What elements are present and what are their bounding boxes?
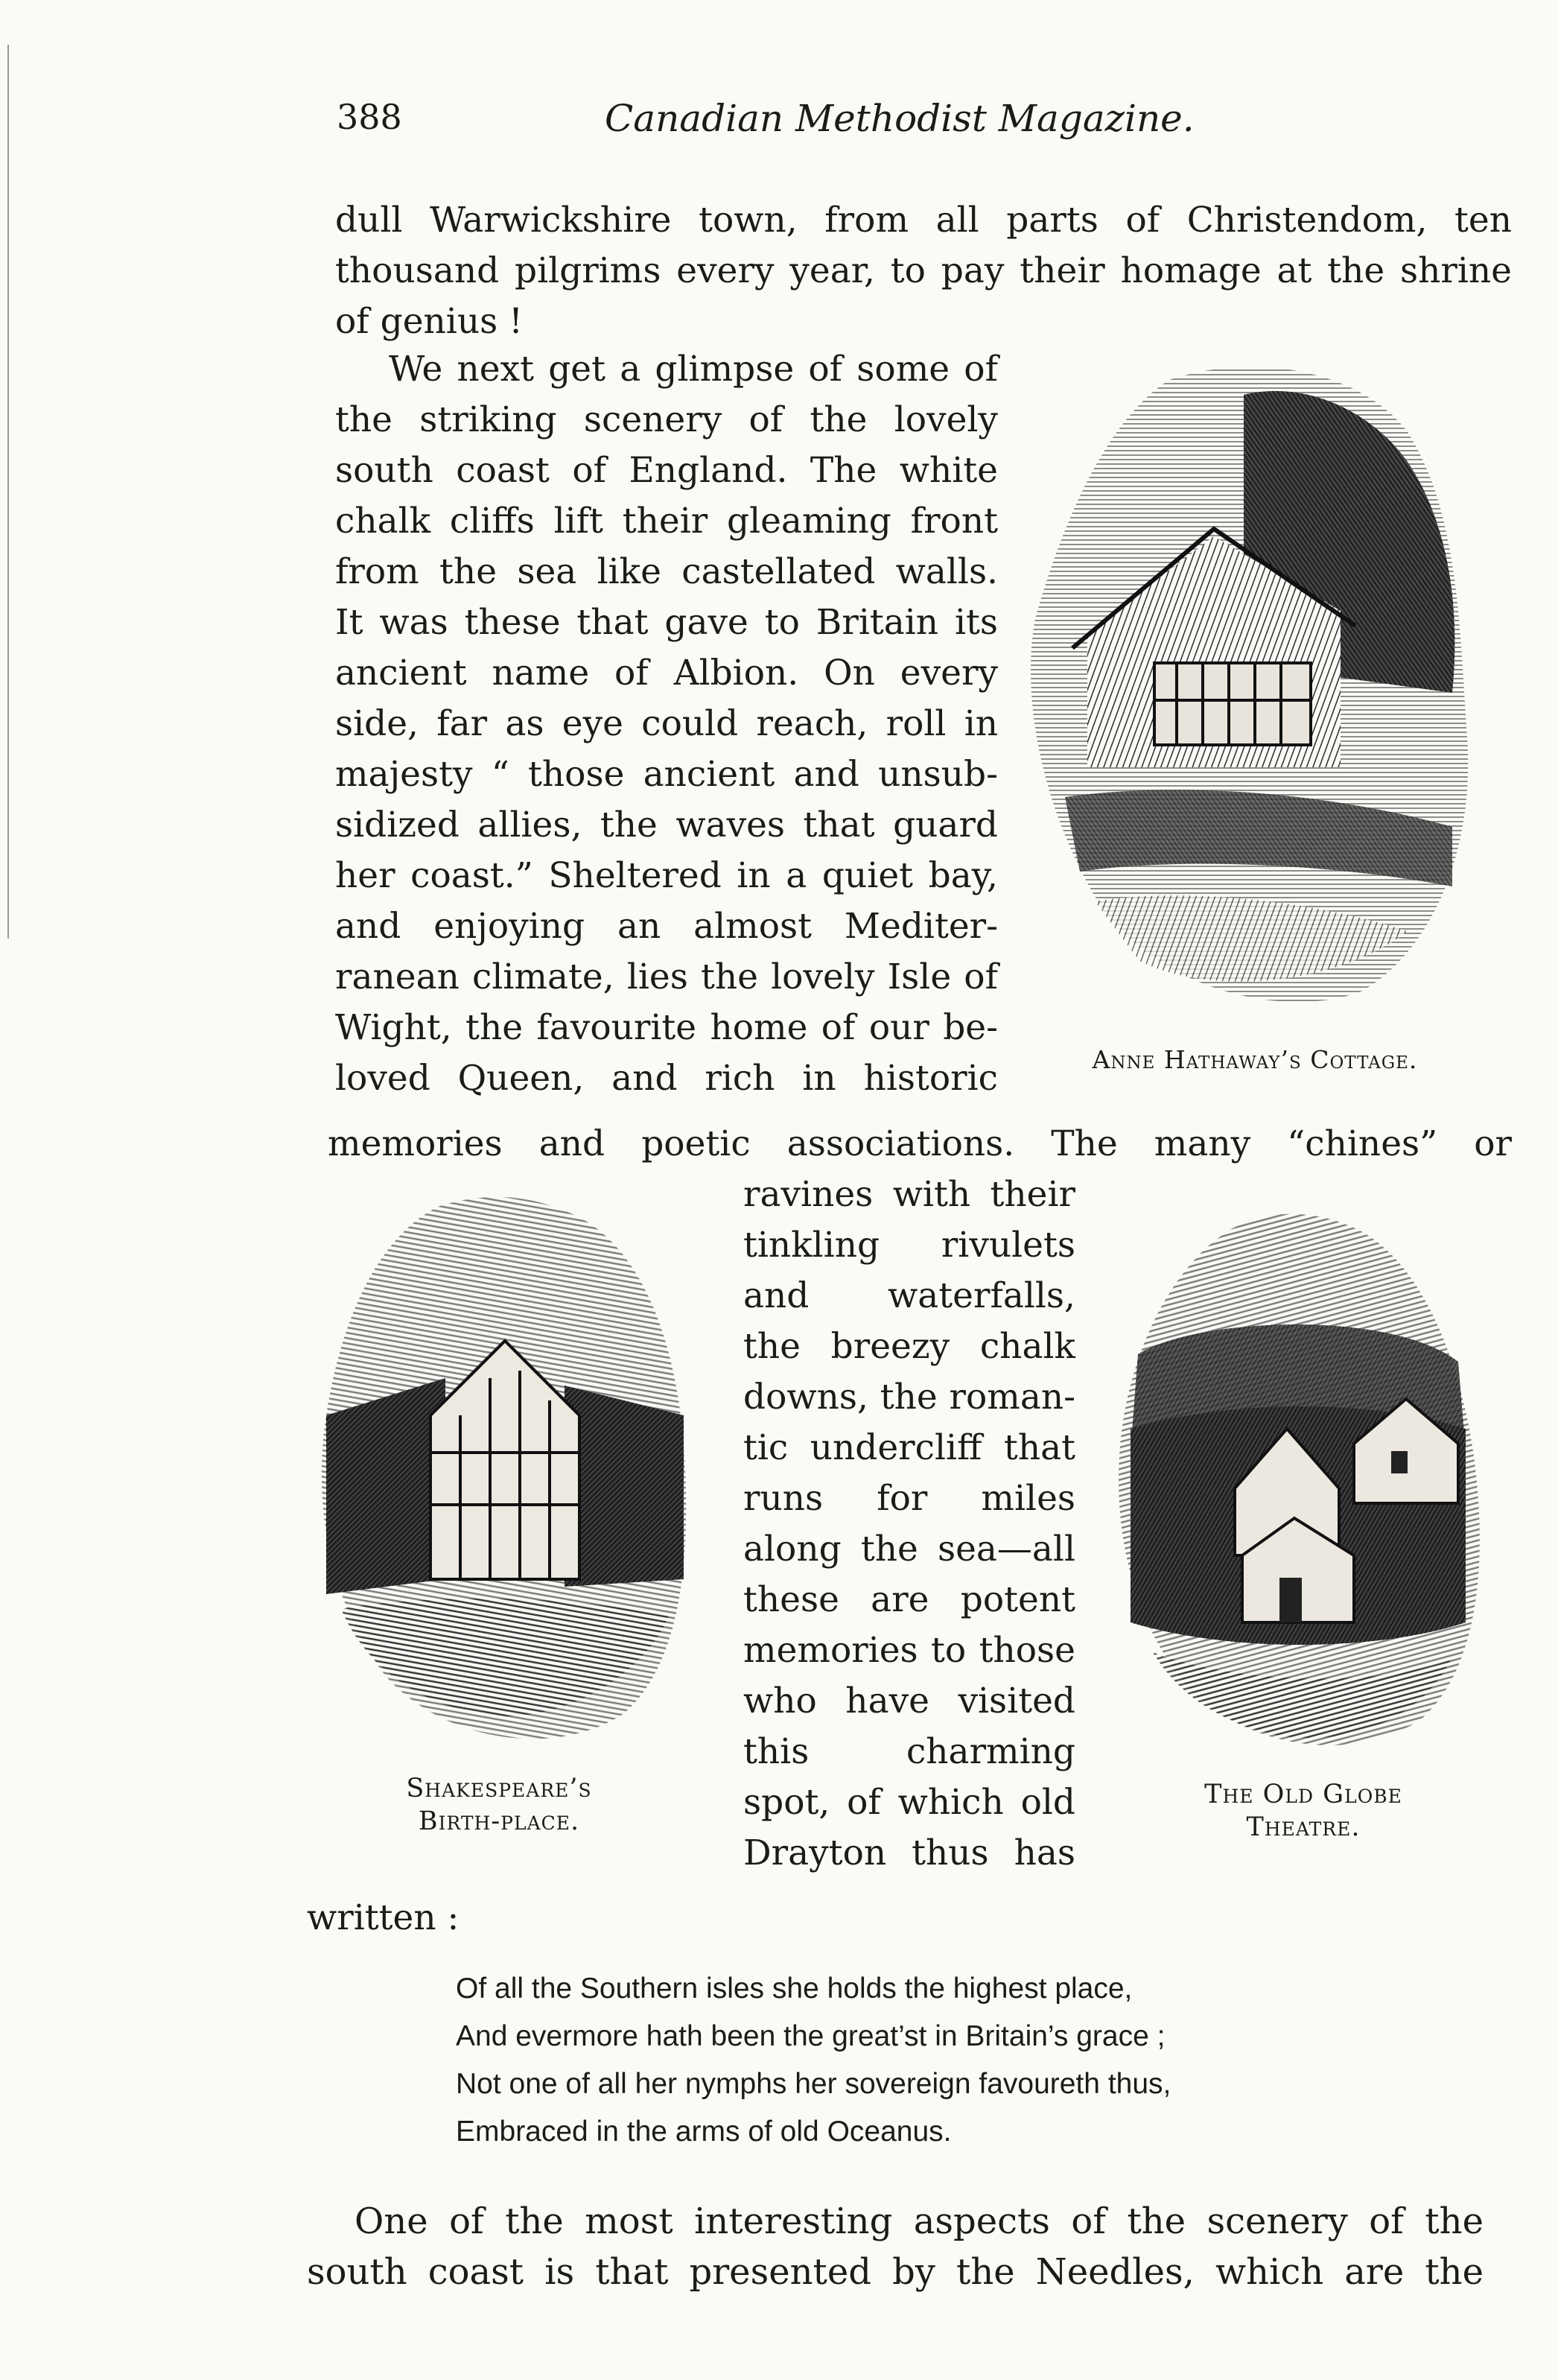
text-line: ancient name of Albion. On every [335,653,998,694]
caption-globe-line-2: Theatre. [1246,1812,1361,1842]
text-line: It was these that gave to Britain its [335,602,998,643]
text-line: from the sea like castellated walls. [335,551,998,592]
text-line: dull Warwickshire town, from all parts of Christendom, ten [335,200,1512,241]
text-line: Wight, the favourite home of our be- [335,1007,998,1048]
page-number: 388 [337,97,402,137]
caption-cottage: Anne Hathaway’s Cottage. [1092,1045,1418,1074]
text-line: her coast.” Sheltered in a quiet bay, [335,855,998,896]
paragraph-3 [307,2196,1484,2297]
text-line: downs, the roman- [743,1377,1075,1418]
paragraph-1 [335,195,1512,347]
paragraph-2-center-column [743,1170,1075,1879]
margin-scan-line [7,45,9,939]
text-line: along the sea—all [743,1529,1075,1570]
text-line: chalk cliffs lift their gleaming front [335,501,998,542]
text-line: runs for miles [743,1478,1075,1519]
shakespeare-birthplace-illustration [311,1192,691,1765]
text-line: memories to those [743,1630,1075,1671]
caption-birthplace-line-2: Birth-place. [418,1806,580,1836]
old-globe-theatre-illustration [1108,1205,1488,1779]
text-line: of genius ! [335,301,524,342]
paragraph-2-end: written : [307,1897,460,1938]
text-line: the breezy chalk [743,1326,1075,1367]
text-line: memories and poetic associations. The many “chines” or [328,1123,1512,1164]
text-line: the striking scenery of the lovely [335,399,998,440]
text-line: tinkling rivulets [743,1225,1075,1266]
text-line: ranean climate, lies the lovely Isle of [335,956,998,997]
text-line: ravines with their [743,1174,1075,1215]
text-line: side, far as eye could reach, roll in [335,703,998,744]
poem-line-3: Not one of all her nymphs her sovereign favoureth thus, [456,2068,1171,2100]
poem-line-1: Of all the Southern isles she holds the highest place, [456,1973,1133,2005]
text-line: spot, of which old [743,1782,1075,1823]
paragraph-2-full-line [328,1119,1512,1170]
text-line: We next get a glimpse of some of [389,349,998,390]
text-line: Drayton thus has [743,1832,1075,1873]
text-line: loved Queen, and rich in historic [335,1058,998,1099]
text-line: south coast of England. The white [335,450,998,491]
text-line: south coast is that presented by the Needles, which are the [307,2251,1484,2293]
text-line: who have visited [743,1681,1075,1721]
text-line: thousand pilgrims every year, to pay their homage at the shrine [335,250,1512,291]
poem-line-2: And evermore hath been the great’st in Britain’s grace ; [456,2020,1166,2052]
text-line: and waterfalls, [743,1275,1075,1316]
text-line: One of the most interesting aspects of the scenery of the [354,2200,1484,2242]
text-line: this charming [743,1731,1075,1772]
running-title: Canadian Methodist Magazine. [605,97,1195,140]
caption-birthplace-line-1: Shakespeare’s [406,1774,592,1803]
text-line: sidized allies, the waves that guard [335,805,998,845]
text-line: majesty “ those ancient and unsub- [335,754,998,795]
text-line: tic undercliff that [743,1427,1075,1468]
caption-globe-line-1: The Old Globe [1204,1780,1402,1809]
paragraph-2-narrow [335,344,998,1104]
anne-hathaway-cottage-illustration [1020,350,1475,1035]
text-line: and enjoying an almost Mediter- [335,906,998,947]
poem-line-4: Embraced in the arms of old Oceanus. [456,2116,952,2148]
text-line: these are potent [743,1579,1075,1620]
